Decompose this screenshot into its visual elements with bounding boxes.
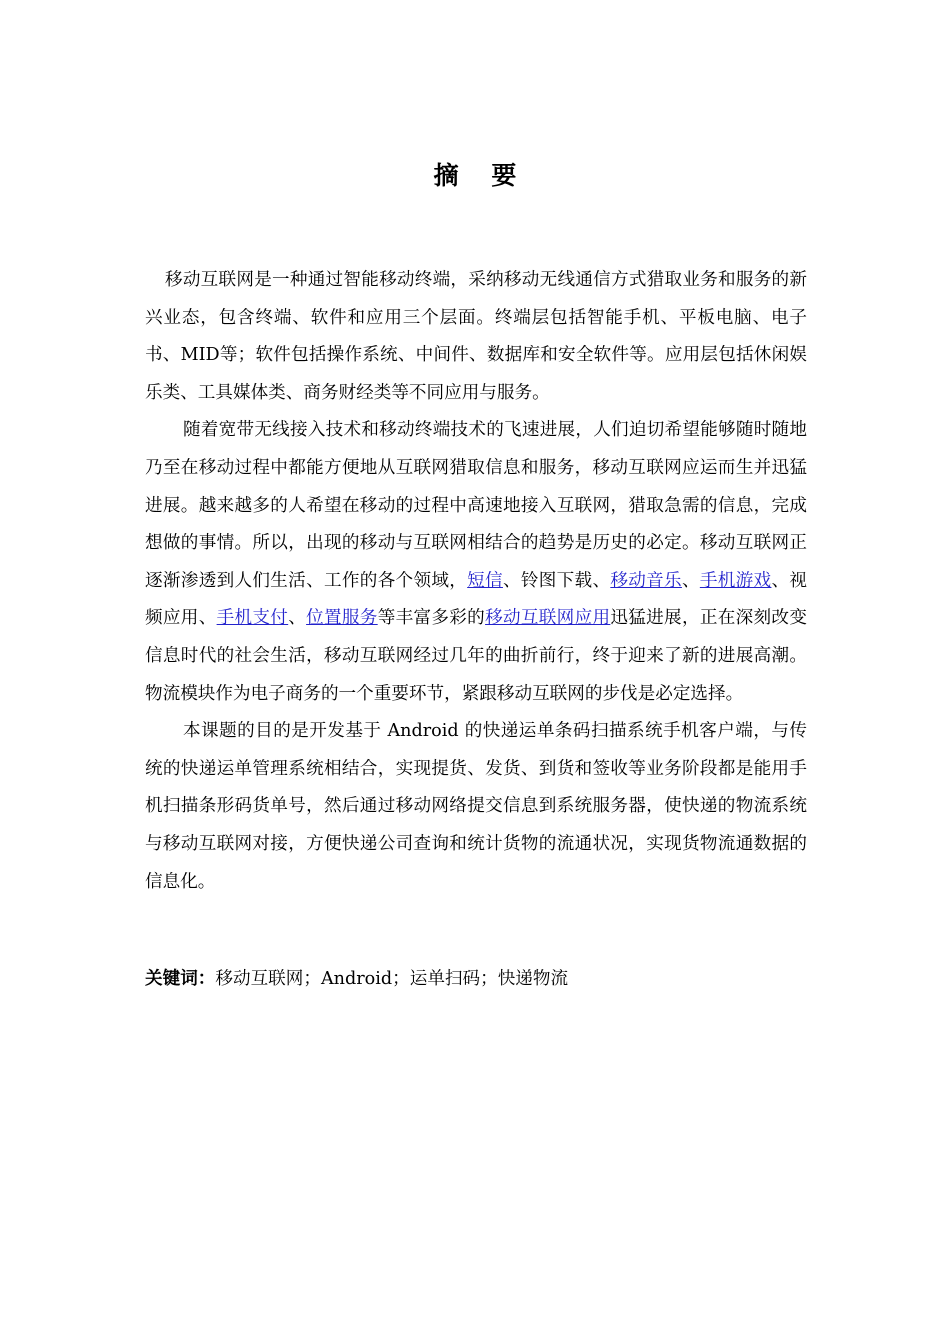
link-sms[interactable]: 短信 xyxy=(467,570,503,591)
abstract-paragraph-3: 本课题的目的是开发基于 Android 的快递运单条码扫描系统手机客户端，与传统的快递运单管理系统相结合，实现提货、发货、到货和签收等业务阶段都是能用手机扫描条形码货单号，然后通过移动网络提交信息到系统服务器，使快递的物流系统与移动互联网对接，方便快递公司查询和统计货物的流通状况，实现货物流通数据的信息化。 xyxy=(145,721,807,892)
paragraph-text: 迅猛进展，正在深刻改变信息时代的社会生活，移动互联网经过几年的曲折前行，终于迎来了新的进展高潮。物流模块作为电子商务的一个重要环节，紧跟移动互联网的步伐是必定选择。 xyxy=(145,608,807,704)
paragraph-text: 、 xyxy=(681,570,700,591)
keywords-value: 移动互联网；Android；运单扫码；快递物流 xyxy=(215,969,569,989)
keywords-line xyxy=(145,960,807,999)
paragraph-text: 随着宽带无线接入技术和移动终端技术的飞速进展，人们迫切希望能够随时随地乃至在移动过程中都能方便地从互联网猎取信息和服务，移动互联网应运而生并迅猛进展。越来越多的人希望在移动的过程中高速地接入互联网，猎取急需的信息，完成想做的事情。所以，出现的移动与互联网相结合的趋势是历史的必定。移动互联网正逐渐渗透到人们生活、工作的各个领域， xyxy=(145,420,807,591)
link-mobile-music[interactable]: 移动音乐 xyxy=(610,570,682,591)
paragraph-text: 、 xyxy=(288,608,307,629)
link-mobile-internet-apps[interactable]: 移动互联网应用 xyxy=(485,608,611,629)
keywords-label: 关键词： xyxy=(145,968,216,989)
page-title: 摘 要 xyxy=(433,161,529,190)
paragraph-text: 等丰富多彩的 xyxy=(377,608,486,629)
abstract-body xyxy=(145,262,807,901)
link-mobile-games[interactable]: 手机游戏 xyxy=(699,570,772,591)
link-location-service[interactable]: 位置服务 xyxy=(306,608,378,629)
paragraph-text: 、视频应用、 xyxy=(145,570,807,629)
abstract-paragraph-2 xyxy=(145,412,807,713)
abstract-paragraph-1: 移动互联网是一种通过智能移动终端，采纳移动无线通信方式猎取业务和服务的新兴业态，包含终端、软件和应用三个层面。终端层包括智能手机、平板电脑、电子书、MID等；软件包括操作系统、中间件、数据库和安全软件等。应用层包括休闲娱乐类、工具媒体类、商务财经类等不同应用与服务。 xyxy=(145,270,807,403)
paragraph-text: 、铃图下载、 xyxy=(502,570,611,591)
link-mobile-payment[interactable]: 手机支付 xyxy=(216,608,289,629)
